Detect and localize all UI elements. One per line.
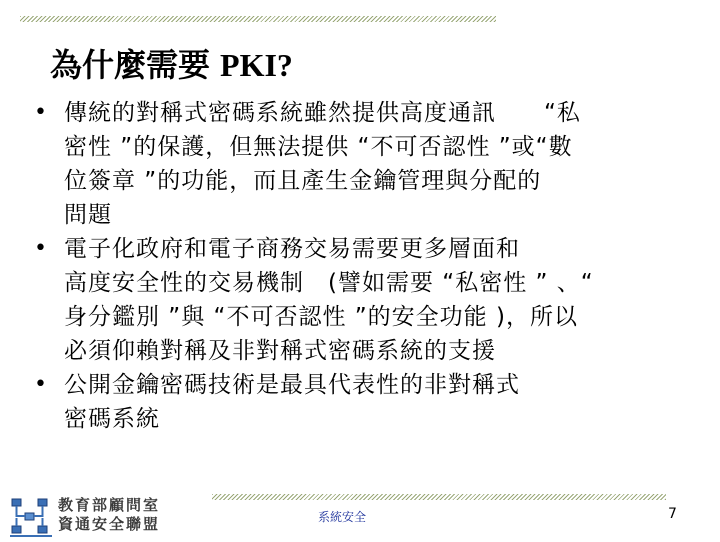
title-latin: PKI? — [220, 47, 293, 83]
footer-course-title: 系統安全 — [318, 510, 367, 524]
bullet-list — [30, 96, 690, 436]
bullet-marker: • — [34, 372, 47, 397]
bullet-item — [30, 368, 690, 436]
title-chinese: 為什麼需要 — [50, 46, 211, 84]
bullet-line: 高度安全性的交易機制 (譬如需要 “私密性 ” 、“ — [64, 270, 594, 296]
top-hatch-divider — [20, 16, 496, 22]
bullet-line: 密性 ”的保護，但無法提供 “不可否認性 ”或“數 — [64, 134, 573, 160]
bullet-item — [30, 96, 690, 232]
bullet-line: 傳統的對稱式密碼系統雖然提供高度通訊 “私 — [64, 100, 581, 126]
slide-title — [50, 40, 293, 86]
org-logo — [8, 496, 168, 540]
logo-text — [58, 496, 160, 534]
bullet-line: 必須仰賴對稱及非對稱式密碼系統的支援 — [64, 338, 496, 364]
bullet-line: 位簽章 ”的功能，而且產生金鑰管理與分配的 — [64, 168, 542, 194]
bullet-marker: • — [34, 236, 47, 261]
bullet-marker: • — [34, 100, 47, 125]
logo-line: 資通安全聯盟 — [58, 515, 161, 533]
bullet-item — [30, 232, 690, 368]
bullet-line: 公開金鑰密碼技術是最具代表性的非對稱式 — [64, 372, 520, 398]
bottom-hatch-divider — [212, 494, 666, 500]
network-icon — [8, 496, 54, 538]
bullet-line: 身分鑑別 ”與 “不可否認性 ”的安全功能 )，所以 — [64, 304, 578, 330]
page-number: 7 — [668, 506, 677, 522]
bullet-line: 密碼系統 — [64, 406, 160, 432]
logo-line: 教育部顧問室 — [58, 496, 161, 514]
bullet-line: 電子化政府和電子商務交易需要更多層面和 — [64, 236, 520, 262]
bullet-line: 問題 — [64, 202, 112, 228]
